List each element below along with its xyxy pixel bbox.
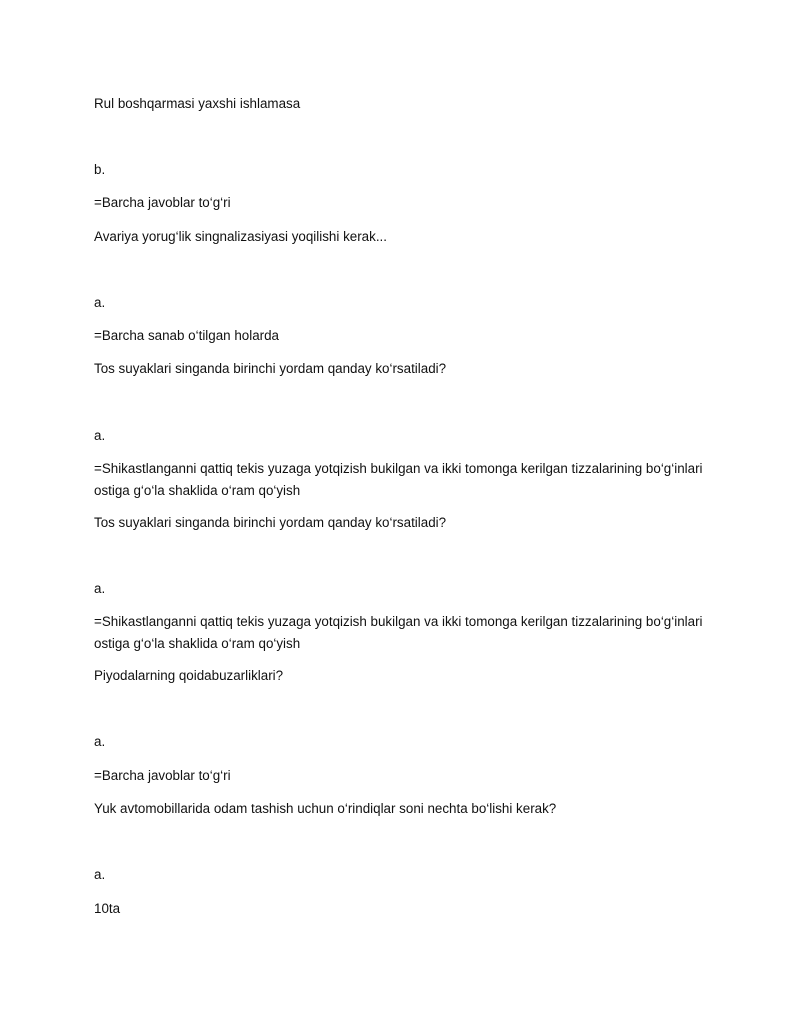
question-text: Rul boshqarmasi yaxshi ishlamasa [94, 96, 301, 111]
option-letter: a. [94, 867, 106, 882]
option-letter: a. [94, 734, 106, 749]
option-letter: a. [94, 581, 106, 596]
answer-text: =Barcha sanab o‘tilgan holarda [94, 328, 279, 343]
answer-text: =Barcha javoblar to‘g‘ri [94, 768, 231, 783]
option-letter: b. [94, 162, 106, 177]
question-text: Avariya yorug‘lik singnalizasiyasi yoqilishi kerak... [94, 229, 387, 244]
answer-text: =Barcha javoblar to‘g‘ri [94, 195, 231, 210]
question-text: Yuk avtomobillarida odam tashish uchun o‘rindiqlar soni nechta bo‘lishi kerak? [94, 801, 557, 816]
option-letter: a. [94, 428, 106, 443]
answer-text: =Shikastlanganni qattiq tekis yuzaga yotqizish bukilgan va ikki tomonga kerilgan tizzalarining bo‘g‘inlari ostiga g‘o‘la shaklida o‘ram qo‘yish [94, 614, 703, 651]
answer-text: =Shikastlanganni qattiq tekis yuzaga yotqizish bukilgan va ikki tomonga kerilgan tizzalarining bo‘g‘inlari ostiga g‘o‘la shaklida o‘ram qo‘yish [94, 461, 703, 498]
option-letter: a. [94, 295, 106, 310]
question-text: Piyodalarning qoidabuzarliklari? [94, 668, 284, 683]
question-text: Tos suyaklari singanda birinchi yordam qanday ko‘rsatiladi? [94, 515, 447, 530]
answer-text: 10ta [94, 901, 121, 916]
question-text: Tos suyaklari singanda birinchi yordam qanday ko‘rsatiladi? [94, 361, 447, 376]
